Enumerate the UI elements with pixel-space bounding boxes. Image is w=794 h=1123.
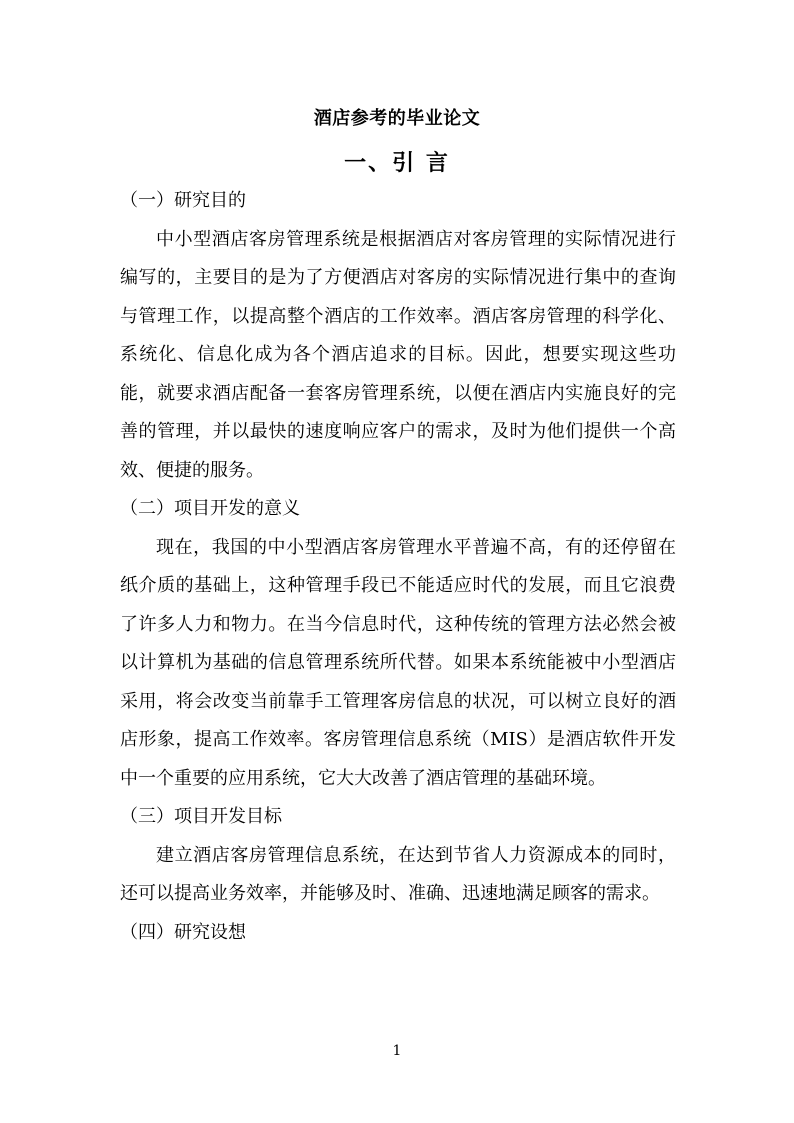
document-title: 酒店参考的毕业论文	[313, 108, 481, 129]
page-number: 1	[392, 1043, 402, 1059]
section-paragraph-1: 中小型酒店客房管理系统是根据酒店对客房管理的实际情况进行编写的，主要目的是为了方便酒店对客房的实际情况进行集中的查询与管理工作，以提高整个酒店的工作效率。酒店客房管理的科学化、系统化、信息化成为各个酒店追求的目标。因此，想要实现这些功能，就要求酒店配备一套客房管理系统，以便在酒店内实施良好的完善的管理，并以最快的速度响应客户的需求，及时为他们提供一个高效、便捷的服务。	[120, 228, 676, 481]
section-paragraph-3: 建立酒店客房管理信息系统，在达到节省人力资源成本的同时，还可以提高业务效率，并能够及时、准确、迅速地满足顾客的需求。	[120, 844, 676, 904]
section-heading-2: （二）项目开发的意义	[120, 498, 300, 519]
section-heading-1: （一）研究目的	[120, 190, 246, 211]
section-heading-3: （三）项目开发目标	[120, 806, 282, 827]
document-body	[120, 182, 676, 952]
section-paragraph-2: 现在，我国的中小型酒店客房管理水平普遍不高，有的还停留在纸介质的基础上，这种管理手段已不能适应时代的发展，而且它浪费了许多人力和物力。在当今信息时代，这种传统的管理方法必然会被以计算机为基础的信息管理系统所代替。如果本系统能被中小型酒店采用，将会改变当前靠手工管理客房信息的状况，可以树立良好的酒店形象，提高工作效率。客房管理信息系统（MIS）是酒店软件开发中一个重要的应用系统，它大大改善了酒店管理的基础环境。	[120, 536, 676, 789]
chapter-heading: 一、引 言	[344, 150, 450, 176]
section-heading-4: （四）研究设想	[120, 921, 246, 943]
